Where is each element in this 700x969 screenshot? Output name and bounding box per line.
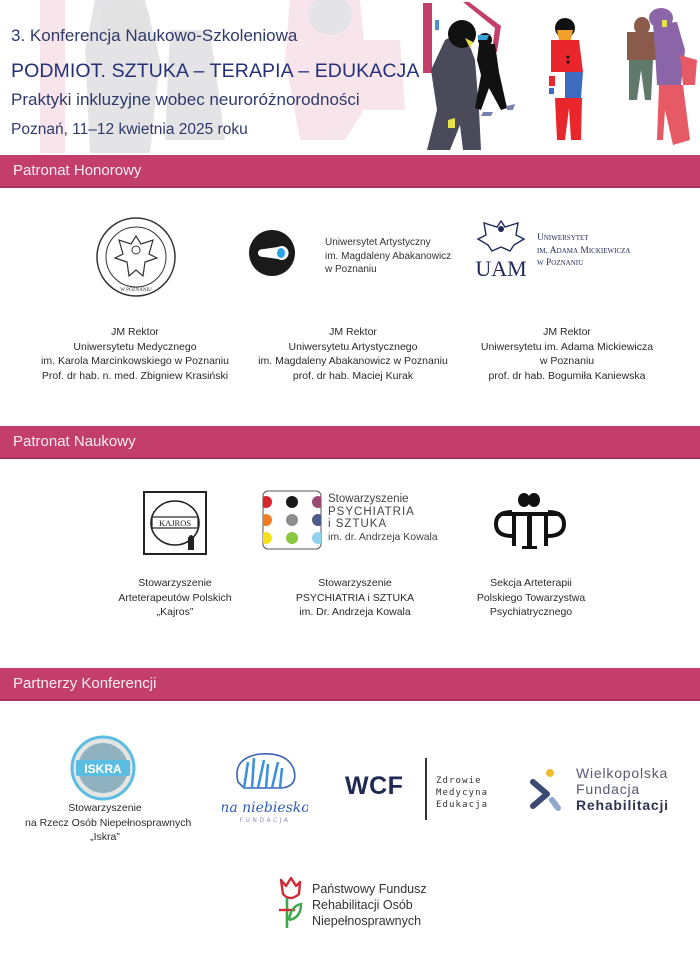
wcf-logo-text: Zdrowie Medycyna Edukacja bbox=[436, 776, 489, 810]
pfron-tulip-logo bbox=[275, 874, 305, 930]
wfr-logo-text: Wielkopolska Fundacja Rehabilitacji bbox=[576, 765, 669, 813]
section-band-honorary bbox=[0, 155, 700, 188]
svg-text:ISKRA: ISKRA bbox=[84, 762, 122, 776]
svg-text:UAM: UAM bbox=[476, 256, 526, 279]
iskra-logo bbox=[70, 735, 136, 801]
conference-subtitle: Praktyki inkluzyjne wobec neuroróżnorodności bbox=[11, 90, 360, 109]
psychiatria-sztuka-dots-logo bbox=[262, 490, 322, 550]
scientific-caption-psychiatria: Stowarzyszenie PSYCHIATRIA i SZTUKA im. Dr. Andrzeja Kowala bbox=[295, 577, 415, 618]
partner-caption-iskra: Stowarzyszenie na Rzecz Osób Niepełnosprawnych „Iskra” bbox=[25, 802, 192, 843]
section-title-scientific: Patronat Naukowy bbox=[13, 433, 136, 450]
conference-place-date: Poznań, 11–12 kwietnia 2025 roku bbox=[11, 121, 248, 138]
ptp-masks-logo bbox=[490, 490, 570, 550]
honorary-caption-ump: JM Rektor Uniwersytetu Medycznego im. Karola Marcinkowskiego w Poznaniu Prof. dr hab. n. med. Zbigniew Krasiński bbox=[41, 326, 229, 382]
svg-text:FUNDACJA: FUNDACJA bbox=[239, 817, 291, 824]
uam-logo-text: Uniwersytet im. Adama Mickiewicza w Poznaniu bbox=[537, 233, 631, 268]
section-band-partners bbox=[0, 668, 700, 701]
ump-seal-logo bbox=[95, 216, 177, 298]
uap-logo-text: Uniwersytet Artystyczny im. Magdaleny Abakanowicz w Poznaniu bbox=[325, 237, 452, 275]
uap-eye-logo bbox=[248, 229, 296, 277]
svg-text:KAJROS: KAJROS bbox=[158, 518, 192, 528]
conference-title: PODMIOT. SZTUKA – TERAPIA – EDUKACJA bbox=[11, 60, 420, 82]
section-title-partners: Partnerzy Konferencji bbox=[13, 675, 157, 692]
scientific-caption-kajros: Stowarzyszenie Arteterapeutów Polskich „Kajros” bbox=[118, 577, 232, 618]
conference-number: 3. Konferencja Naukowo-Szkoleniowa bbox=[11, 26, 298, 45]
conference-header bbox=[0, 0, 700, 153]
wcf-logo: WCF bbox=[345, 772, 404, 800]
wfr-logo bbox=[528, 768, 564, 812]
people-silhouettes-illustration bbox=[415, 0, 700, 153]
wcf-divider bbox=[425, 758, 427, 820]
svg-text:W POZNANIU: W POZNANIU bbox=[120, 288, 152, 293]
scientific-caption-ptp: Sekcja Arteterapii Polskiego Towarzystwa Psychiatrycznego bbox=[476, 577, 586, 618]
honorary-caption-uam: JM Rektor Uniwersytetu im. Adama Mickiewicza w Poznaniu prof. dr hab. Bogumiła Kaniewska bbox=[480, 326, 654, 382]
na-niebiesko-logo bbox=[222, 748, 308, 826]
svg-text:na niebiesko: na niebiesko bbox=[222, 800, 308, 816]
section-title-honorary: Patronat Honorowy bbox=[13, 162, 142, 179]
section-band-scientific bbox=[0, 426, 700, 459]
pfron-logo-text: Państwowy Fundusz Rehabilitacji Osób Niepełnosprawnych bbox=[312, 882, 427, 928]
kajros-logo bbox=[142, 490, 208, 556]
psychiatria-sztuka-logo-text: Stowarzyszenie PSYCHIATRIA i SZTUKA im. dr. Andrzeja Kowala bbox=[328, 493, 438, 543]
honorary-caption-uap: JM Rektor Uniwersytetu Artystycznego im. Magdaleny Abakanowicz w Poznaniu prof. dr hab. Maciej Kurak bbox=[258, 326, 448, 382]
uam-eagle-logo bbox=[476, 217, 526, 279]
